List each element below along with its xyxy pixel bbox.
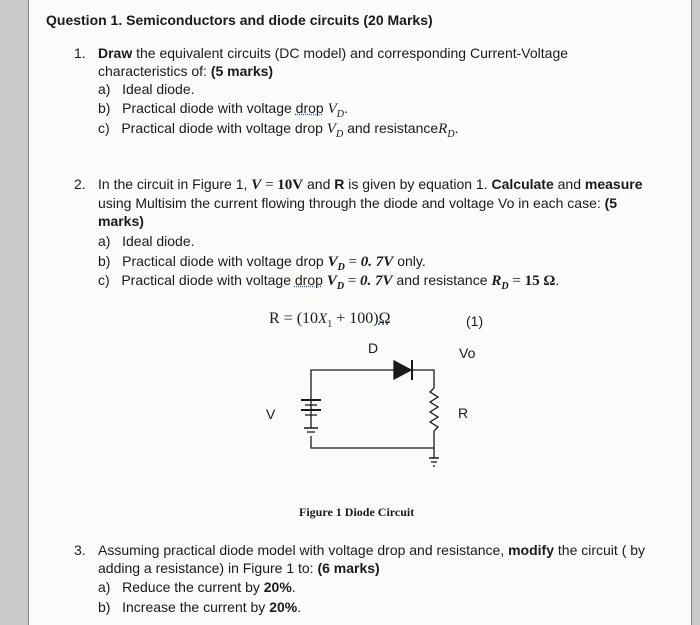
- q2-line2: using Multisim the current flowing through the diode and voltage Vo in each case: (5: [98, 195, 618, 211]
- resistor-symbol: [430, 388, 438, 431]
- q1-item-b: b) Practical diode with voltage drop $V_D$.: [98, 100, 348, 120]
- equation-1: $R = (10X_1 + 100)\Omega$: [269, 310, 391, 331]
- vo-label: Vo: [459, 345, 476, 361]
- diode-label: D: [368, 340, 379, 356]
- q2-item-a: a) Ideal diode.: [98, 233, 195, 249]
- q1-line2: characteristics of: (5 marks): [98, 63, 274, 79]
- wire-top-left: [311, 370, 394, 400]
- question-title: Question 1. Semiconductors and diode circuits (20 Marks): [46, 12, 433, 28]
- q2-line1: In the circuit in Figure 1, V = 10V and R is given by equation 1. Calculate and measure: [98, 176, 643, 193]
- q2-item-b: b) Practical diode with voltage drop $V_D = 0$. 7V only.: [98, 253, 426, 273]
- document-page: [28, 0, 692, 625]
- q3-item-b: b) Increase the current by 20%.: [98, 599, 302, 615]
- q1-item-a: a) Ideal diode.: [98, 81, 195, 97]
- resistor-label: R: [458, 405, 469, 421]
- q3-line1: Assuming practical diode model with voltage drop and resistance, modify the circuit ( by: [98, 542, 646, 558]
- diode-circuit-diagram: [259, 340, 479, 480]
- q1-item-c: c) Practical diode with voltage drop $V_D$ and resistanceR$_D$.: [98, 120, 459, 140]
- equation-number: (1): [466, 313, 484, 329]
- q3-line2: adding a resistance) in Figure 1 to: (6 marks): [98, 560, 380, 576]
- q3-item-a: a) Reduce the current by 20%.: [98, 579, 296, 595]
- q2-item-c: c) Practical diode with voltage drop $V_D = 0$. 7V and resistance $R_D = 15$ Ω.: [98, 272, 560, 292]
- source-label: V: [266, 406, 276, 422]
- q1-line1: Draw the equivalent circuits (DC model) and corresponding Current-Voltage: [98, 45, 569, 61]
- q2-number: 2.: [74, 176, 86, 192]
- q2-line3: marks): [98, 213, 144, 229]
- q3-number: 3.: [74, 542, 86, 558]
- diode-symbol: [394, 361, 411, 379]
- q1-number: 1.: [74, 45, 86, 61]
- wire-top-right: [412, 370, 434, 388]
- figure-caption: Figure 1 Diode Circuit: [299, 505, 415, 519]
